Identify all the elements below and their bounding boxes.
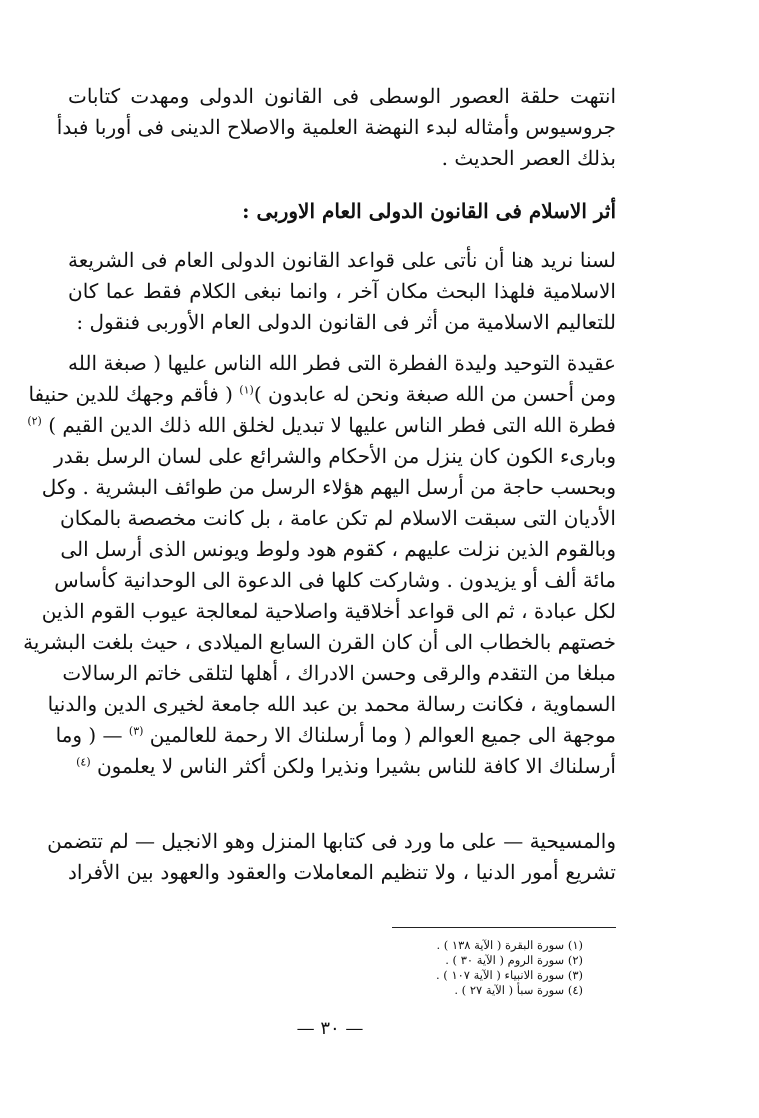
section-heading: أثر الاسلام فى القانون الدولى العام الاوربى : <box>242 199 616 223</box>
text-line: السماوية ، فكانت رسالة محمد بن عبد الله جامعة لخيرى الدين والدنيا <box>47 692 616 716</box>
text-line: موجهة الى جميع العوالم ( وما أرسلناك الا رحمة للعالمين $^{(٣)}$ — ( وما <box>55 723 616 747</box>
text-line: الأديان التى سبقت الاسلام لم تكن عامة ، بل كانت مخصصة بالمكان <box>60 506 616 530</box>
footnote-ref: (٢) <box>27 414 42 428</box>
footnote-ref: (٣) <box>128 724 144 738</box>
paragraph-christianity <box>47 826 616 888</box>
text-line: مائة ألف أو يزيدون . وشاركت كلها فى الدعوة الى الوحدانية كأساس <box>54 568 616 592</box>
footnote-ref: (٤) <box>76 755 91 769</box>
text-line: عقيدة التوحيد وليدة الفطرة التى فطر الله الناس عليها ( صبغة الله <box>68 351 616 375</box>
paragraph-purpose <box>68 245 616 338</box>
text-line: فطرة الله التى فطر الناس عليها لا تبديل لخلق الله ذلك الدين القيم ) $^{(٢)}$ <box>27 413 616 437</box>
section-heading-block <box>68 196 616 227</box>
footnote: (١) سورة البقرة ( الآية ١٣٨ ) . <box>436 938 583 952</box>
footnote-separator <box>392 927 616 928</box>
page-number: — ٣٠ — <box>296 1018 364 1039</box>
text-line: مبلغا من التقدم والرقى وحسن الادراك ، أهلها لتلقى خاتم الرسالات <box>62 661 616 685</box>
text-line: الاسلامية فلهذا البحث مكان آخر ، وانما نبغى الكلام فقط عما كان <box>68 279 616 303</box>
text-line: انتهت حلقة العصور الوسطى فى القانون الدولى ومهدت كتابات <box>68 84 616 108</box>
footnote-ref: (١) <box>239 383 254 397</box>
footnote: (٤) سورة سبأ ( الآية ٢٧ ) . <box>454 983 583 997</box>
text-line: جروسيوس وأمثاله لبدء النهضة العلمية والاصلاح الدينى فى أوربا فبدأ <box>56 115 616 139</box>
text-line: وبالقوم الذين نزلت عليهم ، كقوم هود ولوط ويونس الذى أرسل الى <box>60 537 616 561</box>
text-line: خصتهم بالخطاب الى أن كان القرن السابع الميلادى ، حيث بلغت البشرية <box>23 630 616 654</box>
paragraph-intro <box>56 81 616 174</box>
text-line: بذلك العصر الحديث . <box>441 146 616 170</box>
text-line: ومن أحسن من الله صبغة ونحن له عابدون )$^{(١)}$ ( فأقم وجهك للدين حنيفا <box>28 382 616 406</box>
text-line: للتعاليم الاسلامية من أثر فى القانون الدولى العام الأوربى فنقول : <box>76 310 616 334</box>
text-line: وبحسب حاجة من أرسل اليهم هؤلاء الرسل من طوائف البشرية . وكل <box>41 475 616 499</box>
footnotes <box>436 938 583 998</box>
footnote: (٣) سورة الانبياء ( الآية ١٠٧ ) . <box>435 968 583 982</box>
text-line: لكل عبادة ، ثم الى قواعد أخلاقية واصلاحية لمعالجة عيوب القوم الذين <box>41 599 616 623</box>
text-line: والمسيحية — على ما ورد فى كتابها المنزل وهو الانجيل — لم تتضمن <box>47 829 616 853</box>
text-line: أرسلناك الا كافة للناس بشيرا ونذيرا ولكن أكثر الناس لا يعلمون $^{(٤)}$ <box>76 754 616 778</box>
paragraph-tawhid <box>23 348 616 782</box>
text-line: تشريع أمور الدنيا ، ولا تنظيم المعاملات والعقود والعهود بين الأفراد <box>68 860 616 884</box>
text-line: وبارىء الكون كان ينزل من الأحكام والشرائع على لسان الرسل بقدر <box>54 444 616 468</box>
text-line: لسنا نريد هنا أن نأتى على قواعد القانون الدولى العام فى الشريعة <box>68 248 616 272</box>
footnote: (٢) سورة الروم ( الآية ٣٠ ) . <box>445 953 583 967</box>
